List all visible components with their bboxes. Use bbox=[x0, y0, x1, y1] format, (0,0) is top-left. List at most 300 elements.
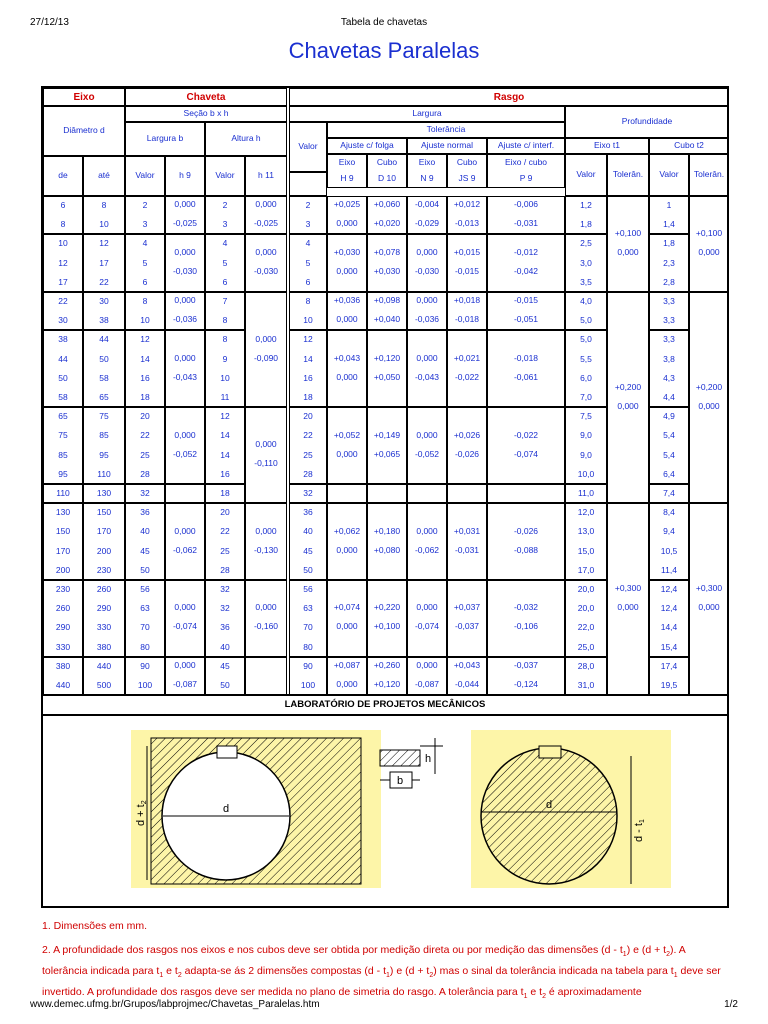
table-cell: 36 bbox=[140, 507, 150, 518]
tol-cell bbox=[165, 407, 205, 484]
table-cell: 3 bbox=[305, 219, 311, 230]
s: 2 bbox=[666, 951, 670, 959]
table-cell: 12,4 bbox=[660, 603, 678, 614]
table-cell: 12 bbox=[99, 238, 109, 249]
table-cell: 12 bbox=[303, 334, 313, 345]
n2c: ). A tolerância indicada para t bbox=[42, 944, 686, 978]
depth-tol-cell bbox=[607, 503, 649, 695]
s: 1 bbox=[673, 972, 678, 980]
table-cell: 95 bbox=[99, 449, 109, 460]
tol-cell bbox=[327, 234, 367, 292]
table-cell: 3 bbox=[142, 219, 148, 230]
tol-lower: +0,030 bbox=[373, 266, 401, 277]
tol-lower: -0,043 bbox=[414, 371, 440, 382]
toleran-t2-header: Tolerân. bbox=[689, 154, 729, 196]
group-cell bbox=[205, 292, 245, 330]
group-cell bbox=[289, 292, 327, 330]
table-cell: 17 bbox=[58, 276, 68, 287]
table-cell: 10,0 bbox=[577, 468, 595, 479]
group-cell bbox=[43, 657, 83, 695]
tol-lower: -0,030 bbox=[172, 266, 198, 277]
tol-upper: +0,043 bbox=[453, 659, 481, 670]
table-cell: 30 bbox=[99, 296, 109, 306]
tol-upper: +0,087 bbox=[333, 659, 361, 670]
table-cell: 18 bbox=[140, 391, 150, 402]
table-cell: 4 bbox=[222, 238, 228, 249]
table-cell: 38 bbox=[58, 334, 68, 345]
tol-upper: -0,026 bbox=[513, 525, 539, 536]
table-cell: 9,0 bbox=[580, 430, 592, 441]
tolerancia-header: Tolerância bbox=[327, 122, 565, 138]
tol-cell bbox=[447, 657, 487, 695]
table-cell: 38 bbox=[99, 315, 109, 326]
depth-tol-cell bbox=[607, 292, 649, 503]
tol-cell bbox=[367, 657, 407, 695]
tol-cell bbox=[407, 330, 447, 407]
d10-label: D 10 bbox=[378, 173, 396, 184]
header-date: 27/12/13 bbox=[30, 17, 69, 28]
tol-lower: +0,120 bbox=[373, 678, 401, 689]
table-cell: 2 bbox=[305, 200, 311, 210]
tol-upper: -0,032 bbox=[513, 602, 539, 613]
tol-cell bbox=[165, 196, 205, 234]
group-cell bbox=[565, 484, 607, 503]
group-cell bbox=[565, 407, 607, 484]
table-cell: 3 bbox=[222, 219, 228, 230]
table-cell: 40 bbox=[140, 526, 150, 537]
tol-lower: -0,025 bbox=[172, 218, 198, 229]
dt1-text: d - t bbox=[633, 823, 645, 842]
table-cell: 16 bbox=[140, 372, 150, 383]
group-cell bbox=[565, 580, 607, 657]
group-cell bbox=[43, 196, 83, 234]
tol-lower: -0,087 bbox=[414, 678, 440, 689]
valor-t1-header: Valor bbox=[565, 154, 607, 196]
table-cell: 9,0 bbox=[580, 449, 592, 460]
tol-upper: +0,149 bbox=[373, 429, 401, 440]
tol-upper: 0,000 bbox=[174, 525, 196, 536]
h11-cell bbox=[245, 580, 287, 657]
key-figure bbox=[41, 716, 729, 908]
group-cell bbox=[649, 657, 689, 695]
tol-lower: -0,043 bbox=[172, 371, 198, 382]
table-cell: 36 bbox=[303, 507, 313, 518]
tol-cell bbox=[367, 330, 407, 407]
table-cell: 5 bbox=[222, 257, 228, 268]
group-chaveta: Chaveta bbox=[125, 88, 287, 106]
table-cell: 110 bbox=[97, 468, 111, 479]
js9-header bbox=[447, 154, 487, 188]
table-cell: 28 bbox=[140, 468, 150, 479]
depth-tol-cell bbox=[607, 196, 649, 292]
table-cell: 65 bbox=[99, 391, 109, 402]
table-cell: 10,5 bbox=[660, 545, 678, 556]
group-cell bbox=[289, 196, 327, 234]
tol-upper: +0,200 bbox=[614, 381, 642, 392]
tol-lower: +0,100 bbox=[373, 621, 401, 632]
tol-lower: -0,087 bbox=[172, 678, 198, 689]
valor-b-header: Valor bbox=[125, 156, 165, 196]
table-cell: 12,0 bbox=[577, 507, 595, 518]
table-cell: 63 bbox=[140, 603, 150, 614]
eixo-cubo-label: Eixo / cubo bbox=[504, 157, 548, 168]
table-cell: 3,0 bbox=[580, 257, 592, 268]
table-cell: 32 bbox=[140, 488, 150, 498]
table-cell: 3,5 bbox=[580, 276, 592, 287]
eixo-label: Eixo bbox=[338, 157, 356, 168]
table-cell: 12,4 bbox=[660, 584, 678, 594]
h11-cell bbox=[245, 407, 287, 503]
group-cell bbox=[83, 484, 125, 503]
table-cell: 1,2 bbox=[580, 200, 592, 210]
tol-cell bbox=[327, 292, 367, 330]
h9-header bbox=[327, 154, 367, 188]
tol-lower: 0,000 bbox=[617, 602, 639, 613]
tol-cell bbox=[487, 407, 565, 484]
table-cell: 8 bbox=[142, 296, 148, 306]
table-cell: 22 bbox=[303, 430, 313, 441]
table-cell: 2,5 bbox=[580, 238, 592, 249]
tol-upper: +0,015 bbox=[453, 247, 481, 258]
tol-lower: +0,050 bbox=[373, 371, 401, 382]
table-cell: 170 bbox=[96, 526, 112, 537]
s: 2 bbox=[429, 972, 434, 980]
table-cell: 1,4 bbox=[663, 219, 675, 230]
table-cell: 7,5 bbox=[580, 411, 592, 422]
tol-cell bbox=[407, 234, 447, 292]
table-cell: 50 bbox=[220, 679, 230, 690]
tol-lower: -0,018 bbox=[454, 314, 480, 325]
tol-lower: 0,000 bbox=[336, 371, 358, 382]
dt2-text: d + t bbox=[135, 804, 147, 826]
tol-lower: -0,130 bbox=[253, 544, 279, 555]
table-cell: 8 bbox=[222, 334, 228, 345]
table-cell: 150 bbox=[96, 507, 112, 518]
table-cell: 18 bbox=[220, 488, 230, 498]
table-cell: 85 bbox=[99, 430, 109, 441]
tol-upper: -0,012 bbox=[513, 247, 539, 258]
group-cell bbox=[43, 330, 83, 407]
table-cell: 50 bbox=[303, 564, 313, 575]
tol-lower: -0,036 bbox=[172, 314, 198, 325]
largura-b-header: Largura b bbox=[125, 122, 205, 156]
group-cell bbox=[205, 503, 245, 580]
n2e: adapta-se ás 2 dimensões compostas (d - t bbox=[181, 965, 387, 978]
js9-label: JS 9 bbox=[458, 173, 476, 184]
tol-lower: 0,000 bbox=[336, 448, 358, 459]
tol-upper: +0,021 bbox=[453, 352, 481, 363]
table-cell: 12 bbox=[58, 257, 68, 268]
tol-upper: +0,052 bbox=[333, 429, 361, 440]
table-cell: 8 bbox=[60, 219, 66, 230]
table-cell: 500 bbox=[96, 679, 112, 690]
tol-upper: +0,260 bbox=[373, 659, 401, 670]
diametro-header: Diâmetro d bbox=[43, 106, 125, 156]
tol-lower: +0,020 bbox=[373, 218, 401, 229]
table-cell: 170 bbox=[55, 545, 71, 556]
table-cell: 58 bbox=[58, 391, 68, 402]
tol-cell bbox=[407, 407, 447, 484]
s: 2 bbox=[542, 993, 546, 1001]
group-cell bbox=[43, 484, 83, 503]
group-cell bbox=[125, 196, 165, 234]
group-cell bbox=[43, 234, 83, 292]
s: 1 bbox=[386, 972, 390, 980]
tol-upper: 0,000 bbox=[255, 525, 277, 536]
table-cell: 25,0 bbox=[577, 641, 595, 652]
table-cell: 260 bbox=[55, 603, 71, 614]
table-cell: 3,3 bbox=[663, 296, 675, 306]
group-cell bbox=[289, 330, 327, 407]
tol-upper: +0,180 bbox=[373, 525, 401, 536]
ate-header: até bbox=[83, 156, 125, 196]
tol-cell bbox=[447, 330, 487, 407]
table-cell: 5,0 bbox=[580, 334, 592, 345]
group-cell bbox=[205, 196, 245, 234]
tol-upper: +0,220 bbox=[373, 602, 401, 613]
tol-lower: -0,030 bbox=[253, 266, 279, 277]
valor-h-header: Valor bbox=[205, 156, 245, 196]
table-cell: 40 bbox=[303, 526, 313, 537]
tol-upper: +0,098 bbox=[373, 295, 401, 306]
tol-lower: 0,000 bbox=[336, 218, 358, 229]
cubo-t2-header: Cubo t2 bbox=[649, 138, 729, 154]
table-cell: 330 bbox=[55, 641, 71, 652]
altura-h-header: Altura h bbox=[205, 122, 287, 156]
table-cell: 56 bbox=[140, 584, 150, 594]
table-cell: 80 bbox=[303, 641, 313, 652]
tol-upper: -0,004 bbox=[414, 199, 440, 210]
group-cell bbox=[565, 234, 607, 292]
tol-lower: 0,000 bbox=[336, 266, 358, 277]
table-cell: 90 bbox=[303, 660, 313, 671]
table-cell: 5,4 bbox=[663, 430, 675, 441]
tol-cell bbox=[487, 580, 565, 657]
footer-page: 1/2 bbox=[724, 999, 738, 1010]
tol-upper: 0,000 bbox=[174, 659, 196, 670]
tol-lower: -0,074 bbox=[172, 621, 198, 632]
valor-spacer bbox=[289, 172, 327, 196]
table-cell: 8 bbox=[222, 315, 228, 326]
keys-table bbox=[41, 86, 729, 696]
table-cell: 14 bbox=[303, 353, 313, 364]
table-cell: 14 bbox=[140, 353, 150, 364]
tol-upper: +0,062 bbox=[333, 525, 361, 536]
tol-upper: 0,000 bbox=[416, 659, 438, 670]
tol-cell bbox=[327, 580, 367, 657]
group-cell bbox=[205, 580, 245, 657]
lab-title: LABORATÓRIO DE PROJETOS MECÂNICOS bbox=[41, 696, 729, 716]
depth-tol-cell bbox=[689, 196, 729, 292]
tol-upper: +0,200 bbox=[695, 381, 723, 392]
p9-header bbox=[487, 154, 565, 188]
table-cell: 7,4 bbox=[663, 488, 675, 498]
tol-cell bbox=[327, 196, 367, 234]
tol-lower: -0,052 bbox=[172, 448, 198, 459]
tol-lower: 0,000 bbox=[336, 621, 358, 632]
table-cell: 7 bbox=[222, 296, 228, 306]
group-cell bbox=[289, 234, 327, 292]
group-cell bbox=[125, 330, 165, 407]
table-cell: 28,0 bbox=[577, 660, 595, 671]
table-cell: 45 bbox=[303, 545, 313, 556]
table-cell: 1 bbox=[666, 200, 672, 210]
table-cell: 6,0 bbox=[580, 372, 592, 383]
table-cell: 22 bbox=[220, 526, 230, 537]
table-cell: 15,0 bbox=[577, 545, 595, 556]
tol-upper: -0,018 bbox=[513, 352, 539, 363]
tol-cell bbox=[487, 196, 565, 234]
s: 2 bbox=[177, 972, 182, 980]
table-cell: 8 bbox=[101, 200, 107, 210]
tol-lower: -0,031 bbox=[513, 218, 539, 229]
tol-cell bbox=[407, 196, 447, 234]
group-cell bbox=[565, 292, 607, 330]
tol-upper: 0,000 bbox=[255, 247, 277, 258]
tol-lower: -0,061 bbox=[513, 371, 539, 382]
table-cell: 200 bbox=[55, 564, 71, 575]
tol-upper: +0,036 bbox=[333, 295, 361, 306]
table-cell: 36 bbox=[220, 622, 230, 633]
ajuste-interf-header: Ajuste c/ interf. bbox=[487, 138, 565, 154]
tol-cell bbox=[447, 484, 487, 503]
tol-upper: +0,074 bbox=[333, 602, 361, 613]
table-cell: 90 bbox=[140, 660, 150, 671]
n2d: e t bbox=[163, 965, 178, 978]
tol-upper: 0,000 bbox=[255, 199, 277, 210]
table-cell: 8,4 bbox=[663, 507, 675, 518]
group-cell bbox=[83, 330, 125, 407]
group-cell bbox=[125, 657, 165, 695]
group-cell bbox=[649, 330, 689, 407]
tol-cell bbox=[447, 292, 487, 330]
table-cell: 50 bbox=[140, 564, 150, 575]
header-title: Tabela de chavetas bbox=[340, 17, 428, 28]
tol-upper: 0,000 bbox=[174, 352, 196, 363]
group-cell bbox=[289, 503, 327, 580]
group-cell bbox=[83, 657, 125, 695]
tol-upper: +0,012 bbox=[453, 199, 481, 210]
tol-cell bbox=[165, 657, 205, 695]
tol-upper: +0,100 bbox=[695, 228, 723, 238]
group-cell bbox=[565, 657, 607, 695]
tol-cell bbox=[165, 503, 205, 580]
tol-lower: -0,088 bbox=[513, 544, 539, 555]
table-cell: 4,0 bbox=[580, 296, 592, 306]
tol-upper: -0,015 bbox=[513, 295, 539, 306]
tol-upper: +0,030 bbox=[333, 247, 361, 258]
table-cell: 16 bbox=[303, 372, 313, 383]
table-cell: 440 bbox=[55, 679, 71, 690]
table-cell: 25 bbox=[303, 449, 313, 460]
table-cell: 22 bbox=[58, 296, 68, 306]
table-cell: 3,3 bbox=[663, 334, 675, 345]
depth-tol-cell bbox=[689, 503, 729, 695]
tol-cell bbox=[367, 407, 407, 484]
table-cell: 11,4 bbox=[661, 564, 677, 575]
tol-upper: 0,000 bbox=[416, 525, 438, 536]
tol-cell bbox=[407, 484, 447, 503]
tol-lower: 0,000 bbox=[698, 247, 720, 257]
tol-upper: +0,026 bbox=[453, 429, 481, 440]
key-section bbox=[380, 750, 420, 766]
table-cell: 10 bbox=[303, 315, 313, 326]
tol-cell bbox=[487, 330, 565, 407]
tol-cell bbox=[407, 503, 447, 580]
tol-cell bbox=[327, 330, 367, 407]
table-cell: 130 bbox=[55, 507, 71, 518]
tol-upper: 0,000 bbox=[174, 199, 196, 210]
table-cell: 10 bbox=[99, 219, 109, 230]
table-cell: 31,0 bbox=[577, 679, 595, 690]
tol-upper: +0,078 bbox=[373, 247, 401, 258]
table-cell: 15,4 bbox=[660, 641, 678, 652]
tol-lower: -0,013 bbox=[454, 218, 480, 229]
table-cell: 8 bbox=[305, 296, 311, 306]
tol-upper: +0,018 bbox=[453, 295, 481, 306]
key-h-label: h bbox=[425, 753, 432, 765]
shaft-section bbox=[481, 748, 617, 884]
table-cell: 4,9 bbox=[663, 411, 675, 422]
group-cell bbox=[205, 407, 245, 484]
tol-cell bbox=[165, 330, 205, 407]
table-cell: 330 bbox=[96, 622, 112, 633]
tol-upper: +0,025 bbox=[333, 199, 361, 210]
group-cell bbox=[125, 484, 165, 503]
tol-cell bbox=[447, 580, 487, 657]
table-cell: 1,8 bbox=[580, 219, 592, 230]
tol-upper: +0,100 bbox=[614, 228, 642, 238]
table-cell: 380 bbox=[55, 660, 71, 671]
table-cell: 17 bbox=[99, 257, 109, 268]
n9-header bbox=[407, 154, 447, 188]
eixo-label: Eixo bbox=[418, 157, 436, 168]
n2b: ) e (d + t bbox=[626, 944, 667, 956]
table-cell: 20,0 bbox=[577, 603, 595, 614]
tol-cell bbox=[165, 484, 205, 503]
table-cell: 3,3 bbox=[663, 315, 675, 326]
tol-lower: 0,000 bbox=[336, 544, 358, 555]
table-cell: 56 bbox=[303, 584, 313, 594]
tol-lower: -0,037 bbox=[454, 621, 480, 632]
table-cell: 230 bbox=[96, 564, 112, 575]
tol-lower: -0,026 bbox=[454, 448, 480, 459]
group-cell bbox=[205, 657, 245, 695]
valor-t2-header: Valor bbox=[649, 154, 689, 196]
tol-cell bbox=[487, 292, 565, 330]
dt1-sub: 1 bbox=[639, 819, 646, 824]
group-cell bbox=[125, 234, 165, 292]
tol-lower: -0,051 bbox=[513, 314, 539, 325]
group-cell bbox=[83, 292, 125, 330]
note-1: 1. Dimensões em mm. bbox=[42, 920, 148, 932]
table-cell: 4 bbox=[305, 238, 311, 249]
tol-upper: -0,037 bbox=[513, 659, 539, 670]
h11-header: h 11 bbox=[245, 156, 287, 196]
table-cell: 28 bbox=[303, 468, 313, 479]
group-cell bbox=[43, 503, 83, 580]
group-cell bbox=[289, 407, 327, 484]
tol-cell bbox=[367, 503, 407, 580]
keyway-drawing bbox=[43, 716, 727, 906]
n2a: 2. A profundidade dos rasgos nos eixos e nos cubos deve ser obtida por medição direta ou por medição das dimensões (d - t bbox=[42, 944, 623, 956]
h9-label: H 9 bbox=[340, 173, 354, 184]
ajuste-normal-header: Ajuste normal bbox=[407, 138, 487, 154]
tol-lower: 0,000 bbox=[617, 247, 639, 257]
table-cell: 2 bbox=[142, 200, 148, 210]
tol-upper: 0,000 bbox=[416, 602, 438, 613]
ajuste-folga-header: Ajuste c/ folga bbox=[327, 138, 407, 154]
